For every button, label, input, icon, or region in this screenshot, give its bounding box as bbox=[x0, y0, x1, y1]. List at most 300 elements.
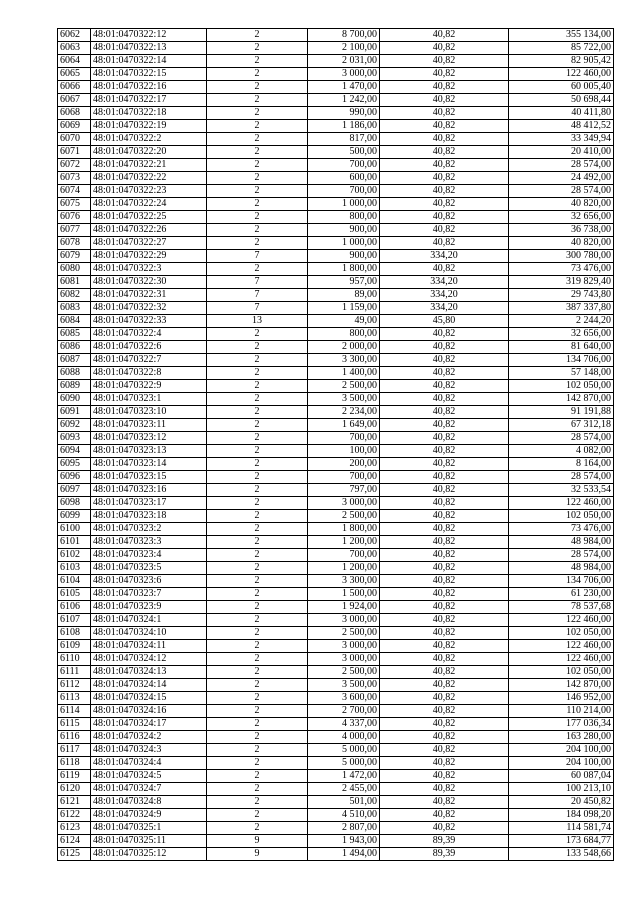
row-number-cell: 6079 bbox=[58, 250, 91, 263]
table-row bbox=[58, 393, 614, 406]
area-cell: 2 031,00 bbox=[308, 55, 380, 68]
row-number-cell: 6071 bbox=[58, 146, 91, 159]
area-cell: 4 337,00 bbox=[308, 718, 380, 731]
category-cell: 2 bbox=[207, 614, 308, 627]
category-cell: 2 bbox=[207, 237, 308, 250]
total-cell: 28 574,00 bbox=[509, 185, 614, 198]
row-number-cell: 6105 bbox=[58, 588, 91, 601]
total-cell: 114 581,74 bbox=[509, 822, 614, 835]
category-cell: 2 bbox=[207, 497, 308, 510]
category-cell: 2 bbox=[207, 42, 308, 55]
row-number-cell: 6070 bbox=[58, 133, 91, 146]
cadastral-number-cell: 48:01:0470322:12 bbox=[91, 29, 207, 42]
cadastral-number-cell: 48:01:0470322:19 bbox=[91, 120, 207, 133]
row-number-cell: 6066 bbox=[58, 81, 91, 94]
category-cell: 2 bbox=[207, 575, 308, 588]
cadastral-number-cell: 48:01:0470322:7 bbox=[91, 354, 207, 367]
area-cell: 4 000,00 bbox=[308, 731, 380, 744]
area-cell: 1 186,00 bbox=[308, 120, 380, 133]
total-cell: 163 280,00 bbox=[509, 731, 614, 744]
row-number-cell: 6077 bbox=[58, 224, 91, 237]
table-row bbox=[58, 835, 614, 848]
total-cell: 20 410,00 bbox=[509, 146, 614, 159]
rate-cell: 40,82 bbox=[380, 328, 509, 341]
rate-cell: 40,82 bbox=[380, 354, 509, 367]
table-row bbox=[58, 237, 614, 250]
table-row bbox=[58, 458, 614, 471]
total-cell: 33 349,94 bbox=[509, 133, 614, 146]
cadastral-number-cell: 48:01:0470323:1 bbox=[91, 393, 207, 406]
area-cell: 500,00 bbox=[308, 146, 380, 159]
cadastral-number-cell: 48:01:0470323:4 bbox=[91, 549, 207, 562]
row-number-cell: 6114 bbox=[58, 705, 91, 718]
category-cell: 2 bbox=[207, 692, 308, 705]
category-cell: 2 bbox=[207, 146, 308, 159]
category-cell: 2 bbox=[207, 796, 308, 809]
rate-cell: 40,82 bbox=[380, 744, 509, 757]
total-cell: 142 870,00 bbox=[509, 393, 614, 406]
table-row bbox=[58, 796, 614, 809]
table-row bbox=[58, 484, 614, 497]
category-cell: 2 bbox=[207, 627, 308, 640]
area-cell: 3 000,00 bbox=[308, 653, 380, 666]
category-cell: 2 bbox=[207, 705, 308, 718]
row-number-cell: 6068 bbox=[58, 107, 91, 120]
total-cell: 36 738,00 bbox=[509, 224, 614, 237]
area-cell: 3 300,00 bbox=[308, 575, 380, 588]
rate-cell: 40,82 bbox=[380, 627, 509, 640]
table-row bbox=[58, 575, 614, 588]
total-cell: 100 213,10 bbox=[509, 783, 614, 796]
cadastral-number-cell: 48:01:0470324:17 bbox=[91, 718, 207, 731]
area-cell: 1 159,00 bbox=[308, 302, 380, 315]
category-cell: 2 bbox=[207, 159, 308, 172]
area-cell: 3 600,00 bbox=[308, 692, 380, 705]
table-row bbox=[58, 471, 614, 484]
category-cell: 7 bbox=[207, 250, 308, 263]
category-cell: 2 bbox=[207, 718, 308, 731]
rate-cell: 40,82 bbox=[380, 263, 509, 276]
rate-cell: 40,82 bbox=[380, 42, 509, 55]
area-cell: 2 234,00 bbox=[308, 406, 380, 419]
total-cell: 355 134,00 bbox=[509, 29, 614, 42]
category-cell: 2 bbox=[207, 68, 308, 81]
cadastral-number-cell: 48:01:0470324:1 bbox=[91, 614, 207, 627]
row-number-cell: 6087 bbox=[58, 354, 91, 367]
cadastral-number-cell: 48:01:0470322:22 bbox=[91, 172, 207, 185]
category-cell: 2 bbox=[207, 458, 308, 471]
row-number-cell: 6109 bbox=[58, 640, 91, 653]
table-row bbox=[58, 224, 614, 237]
rate-cell: 40,82 bbox=[380, 692, 509, 705]
category-cell: 2 bbox=[207, 562, 308, 575]
table-row bbox=[58, 653, 614, 666]
cadastral-number-cell: 48:01:0470322:20 bbox=[91, 146, 207, 159]
rate-cell: 40,82 bbox=[380, 523, 509, 536]
total-cell: 32 656,00 bbox=[509, 328, 614, 341]
category-cell: 13 bbox=[207, 315, 308, 328]
rate-cell: 334,20 bbox=[380, 276, 509, 289]
rate-cell: 40,82 bbox=[380, 666, 509, 679]
cadastral-number-cell: 48:01:0470322:8 bbox=[91, 367, 207, 380]
category-cell: 2 bbox=[207, 757, 308, 770]
rate-cell: 40,82 bbox=[380, 562, 509, 575]
table-row bbox=[58, 744, 614, 757]
cadastral-number-cell: 48:01:0470322:25 bbox=[91, 211, 207, 224]
cadastral-number-cell: 48:01:0470324:4 bbox=[91, 757, 207, 770]
table-row bbox=[58, 328, 614, 341]
rate-cell: 40,82 bbox=[380, 679, 509, 692]
row-number-cell: 6090 bbox=[58, 393, 91, 406]
rate-cell: 40,82 bbox=[380, 146, 509, 159]
total-cell: 110 214,00 bbox=[509, 705, 614, 718]
area-cell: 3 000,00 bbox=[308, 68, 380, 81]
area-cell: 3 500,00 bbox=[308, 393, 380, 406]
total-cell: 319 829,40 bbox=[509, 276, 614, 289]
total-cell: 32 533,54 bbox=[509, 484, 614, 497]
total-cell: 48 984,00 bbox=[509, 536, 614, 549]
cadastral-number-cell: 48:01:0470322:9 bbox=[91, 380, 207, 393]
table-row bbox=[58, 29, 614, 42]
area-cell: 700,00 bbox=[308, 432, 380, 445]
cadastral-number-cell: 48:01:0470322:30 bbox=[91, 276, 207, 289]
row-number-cell: 6101 bbox=[58, 536, 91, 549]
category-cell: 2 bbox=[207, 523, 308, 536]
cadastral-number-cell: 48:01:0470323:13 bbox=[91, 445, 207, 458]
category-cell: 2 bbox=[207, 731, 308, 744]
row-number-cell: 6095 bbox=[58, 458, 91, 471]
row-number-cell: 6115 bbox=[58, 718, 91, 731]
table-row bbox=[58, 341, 614, 354]
cadastral-number-cell: 48:01:0470322:29 bbox=[91, 250, 207, 263]
area-cell: 1 472,00 bbox=[308, 770, 380, 783]
cadastral-number-cell: 48:01:0470324:12 bbox=[91, 653, 207, 666]
area-cell: 200,00 bbox=[308, 458, 380, 471]
cadastral-number-cell: 48:01:0470323:10 bbox=[91, 406, 207, 419]
cadastral-number-cell: 48:01:0470322:27 bbox=[91, 237, 207, 250]
table-row bbox=[58, 367, 614, 380]
total-cell: 28 574,00 bbox=[509, 471, 614, 484]
area-cell: 3 500,00 bbox=[308, 679, 380, 692]
rate-cell: 40,82 bbox=[380, 341, 509, 354]
row-number-cell: 6102 bbox=[58, 549, 91, 562]
area-cell: 3 000,00 bbox=[308, 614, 380, 627]
area-cell: 3 000,00 bbox=[308, 497, 380, 510]
row-number-cell: 6108 bbox=[58, 627, 91, 640]
cadastral-number-cell: 48:01:0470323:16 bbox=[91, 484, 207, 497]
rate-cell: 40,82 bbox=[380, 380, 509, 393]
table-row bbox=[58, 42, 614, 55]
category-cell: 2 bbox=[207, 211, 308, 224]
table-body bbox=[58, 29, 614, 861]
rate-cell: 40,82 bbox=[380, 198, 509, 211]
rate-cell: 40,82 bbox=[380, 55, 509, 68]
area-cell: 700,00 bbox=[308, 549, 380, 562]
row-number-cell: 6064 bbox=[58, 55, 91, 68]
category-cell: 2 bbox=[207, 328, 308, 341]
row-number-cell: 6096 bbox=[58, 471, 91, 484]
table-row bbox=[58, 783, 614, 796]
table-row bbox=[58, 380, 614, 393]
table-row bbox=[58, 107, 614, 120]
cadastral-number-cell: 48:01:0470322:23 bbox=[91, 185, 207, 198]
table-row bbox=[58, 120, 614, 133]
table-row bbox=[58, 822, 614, 835]
category-cell: 2 bbox=[207, 432, 308, 445]
category-cell: 2 bbox=[207, 640, 308, 653]
rate-cell: 40,82 bbox=[380, 120, 509, 133]
area-cell: 1 500,00 bbox=[308, 588, 380, 601]
rate-cell: 40,82 bbox=[380, 29, 509, 42]
category-cell: 2 bbox=[207, 55, 308, 68]
cadastral-number-cell: 48:01:0470322:21 bbox=[91, 159, 207, 172]
row-number-cell: 6074 bbox=[58, 185, 91, 198]
category-cell: 2 bbox=[207, 406, 308, 419]
cadastral-table bbox=[57, 28, 614, 861]
cadastral-number-cell: 48:01:0470324:2 bbox=[91, 731, 207, 744]
row-number-cell: 6083 bbox=[58, 302, 91, 315]
area-cell: 1 200,00 bbox=[308, 562, 380, 575]
total-cell: 8 164,00 bbox=[509, 458, 614, 471]
category-cell: 2 bbox=[207, 783, 308, 796]
cadastral-number-cell: 48:01:0470322:17 bbox=[91, 94, 207, 107]
row-number-cell: 6123 bbox=[58, 822, 91, 835]
row-number-cell: 6086 bbox=[58, 341, 91, 354]
table-row bbox=[58, 770, 614, 783]
cadastral-number-cell: 48:01:0470324:11 bbox=[91, 640, 207, 653]
table-row bbox=[58, 354, 614, 367]
area-cell: 1 924,00 bbox=[308, 601, 380, 614]
cadastral-number-cell: 48:01:0470322:26 bbox=[91, 224, 207, 237]
row-number-cell: 6110 bbox=[58, 653, 91, 666]
row-number-cell: 6104 bbox=[58, 575, 91, 588]
area-cell: 1 470,00 bbox=[308, 81, 380, 94]
area-cell: 900,00 bbox=[308, 250, 380, 263]
table-row bbox=[58, 731, 614, 744]
area-cell: 1 200,00 bbox=[308, 536, 380, 549]
category-cell: 2 bbox=[207, 393, 308, 406]
table-row bbox=[58, 445, 614, 458]
rate-cell: 40,82 bbox=[380, 445, 509, 458]
table-row bbox=[58, 263, 614, 276]
category-cell: 2 bbox=[207, 445, 308, 458]
cadastral-number-cell: 48:01:0470322:6 bbox=[91, 341, 207, 354]
area-cell: 1 400,00 bbox=[308, 367, 380, 380]
row-number-cell: 6098 bbox=[58, 497, 91, 510]
total-cell: 122 460,00 bbox=[509, 497, 614, 510]
cadastral-number-cell: 48:01:0470322:33 bbox=[91, 315, 207, 328]
row-number-cell: 6062 bbox=[58, 29, 91, 42]
row-number-cell: 6076 bbox=[58, 211, 91, 224]
total-cell: 81 640,00 bbox=[509, 341, 614, 354]
rate-cell: 40,82 bbox=[380, 458, 509, 471]
total-cell: 40 820,00 bbox=[509, 198, 614, 211]
cadastral-number-cell: 48:01:0470324:16 bbox=[91, 705, 207, 718]
rate-cell: 45,80 bbox=[380, 315, 509, 328]
total-cell: 122 460,00 bbox=[509, 68, 614, 81]
total-cell: 387 337,80 bbox=[509, 302, 614, 315]
total-cell: 204 100,00 bbox=[509, 757, 614, 770]
row-number-cell: 6122 bbox=[58, 809, 91, 822]
total-cell: 28 574,00 bbox=[509, 432, 614, 445]
cadastral-number-cell: 48:01:0470322:3 bbox=[91, 263, 207, 276]
area-cell: 3 300,00 bbox=[308, 354, 380, 367]
area-cell: 49,00 bbox=[308, 315, 380, 328]
total-cell: 102 050,00 bbox=[509, 510, 614, 523]
rate-cell: 40,82 bbox=[380, 588, 509, 601]
cadastral-number-cell: 48:01:0470323:14 bbox=[91, 458, 207, 471]
row-number-cell: 6125 bbox=[58, 848, 91, 861]
total-cell: 122 460,00 bbox=[509, 614, 614, 627]
rate-cell: 40,82 bbox=[380, 367, 509, 380]
rate-cell: 40,82 bbox=[380, 172, 509, 185]
category-cell: 7 bbox=[207, 302, 308, 315]
category-cell: 2 bbox=[207, 107, 308, 120]
row-number-cell: 6121 bbox=[58, 796, 91, 809]
table-row bbox=[58, 536, 614, 549]
row-number-cell: 6067 bbox=[58, 94, 91, 107]
table-row bbox=[58, 198, 614, 211]
rate-cell: 40,82 bbox=[380, 237, 509, 250]
category-cell: 2 bbox=[207, 666, 308, 679]
row-number-cell: 6099 bbox=[58, 510, 91, 523]
table-row bbox=[58, 146, 614, 159]
total-cell: 142 870,00 bbox=[509, 679, 614, 692]
rate-cell: 89,39 bbox=[380, 835, 509, 848]
category-cell: 2 bbox=[207, 29, 308, 42]
cadastral-number-cell: 48:01:0470324:5 bbox=[91, 770, 207, 783]
category-cell: 2 bbox=[207, 770, 308, 783]
rate-cell: 40,82 bbox=[380, 549, 509, 562]
rate-cell: 40,82 bbox=[380, 393, 509, 406]
table-row bbox=[58, 185, 614, 198]
row-number-cell: 6091 bbox=[58, 406, 91, 419]
table-row bbox=[58, 289, 614, 302]
cadastral-number-cell: 48:01:0470323:11 bbox=[91, 419, 207, 432]
rate-cell: 40,82 bbox=[380, 185, 509, 198]
area-cell: 700,00 bbox=[308, 159, 380, 172]
cadastral-number-cell: 48:01:0470322:14 bbox=[91, 55, 207, 68]
total-cell: 122 460,00 bbox=[509, 653, 614, 666]
total-cell: 134 706,00 bbox=[509, 575, 614, 588]
area-cell: 2 500,00 bbox=[308, 510, 380, 523]
total-cell: 122 460,00 bbox=[509, 640, 614, 653]
category-cell: 2 bbox=[207, 380, 308, 393]
total-cell: 2 244,20 bbox=[509, 315, 614, 328]
table-row bbox=[58, 692, 614, 705]
rate-cell: 40,82 bbox=[380, 497, 509, 510]
category-cell: 2 bbox=[207, 341, 308, 354]
table-row bbox=[58, 614, 614, 627]
table-row bbox=[58, 523, 614, 536]
area-cell: 2 500,00 bbox=[308, 666, 380, 679]
area-cell: 990,00 bbox=[308, 107, 380, 120]
cadastral-number-cell: 48:01:0470324:13 bbox=[91, 666, 207, 679]
table-row bbox=[58, 133, 614, 146]
row-number-cell: 6113 bbox=[58, 692, 91, 705]
cadastral-number-cell: 48:01:0470322:18 bbox=[91, 107, 207, 120]
area-cell: 501,00 bbox=[308, 796, 380, 809]
category-cell: 2 bbox=[207, 484, 308, 497]
area-cell: 700,00 bbox=[308, 185, 380, 198]
total-cell: 177 036,34 bbox=[509, 718, 614, 731]
table-row bbox=[58, 302, 614, 315]
rate-cell: 40,82 bbox=[380, 224, 509, 237]
total-cell: 32 656,00 bbox=[509, 211, 614, 224]
row-number-cell: 6100 bbox=[58, 523, 91, 536]
cadastral-number-cell: 48:01:0470324:9 bbox=[91, 809, 207, 822]
rate-cell: 40,82 bbox=[380, 471, 509, 484]
cadastral-number-cell: 48:01:0470324:14 bbox=[91, 679, 207, 692]
rate-cell: 40,82 bbox=[380, 757, 509, 770]
category-cell: 7 bbox=[207, 276, 308, 289]
table-row bbox=[58, 68, 614, 81]
area-cell: 5 000,00 bbox=[308, 757, 380, 770]
rate-cell: 40,82 bbox=[380, 133, 509, 146]
category-cell: 2 bbox=[207, 601, 308, 614]
category-cell: 2 bbox=[207, 822, 308, 835]
row-number-cell: 6093 bbox=[58, 432, 91, 445]
total-cell: 61 230,00 bbox=[509, 588, 614, 601]
table-row bbox=[58, 549, 614, 562]
cadastral-number-cell: 48:01:0470323:7 bbox=[91, 588, 207, 601]
table-row bbox=[58, 276, 614, 289]
total-cell: 20 450,82 bbox=[509, 796, 614, 809]
table-row bbox=[58, 705, 614, 718]
area-cell: 2 500,00 bbox=[308, 627, 380, 640]
category-cell: 2 bbox=[207, 549, 308, 562]
row-number-cell: 6120 bbox=[58, 783, 91, 796]
table-row bbox=[58, 757, 614, 770]
category-cell: 2 bbox=[207, 653, 308, 666]
category-cell: 9 bbox=[207, 835, 308, 848]
cadastral-number-cell: 48:01:0470323:9 bbox=[91, 601, 207, 614]
row-number-cell: 6081 bbox=[58, 276, 91, 289]
cadastral-number-cell: 48:01:0470322:32 bbox=[91, 302, 207, 315]
rate-cell: 40,82 bbox=[380, 796, 509, 809]
rate-cell: 40,82 bbox=[380, 419, 509, 432]
area-cell: 2 500,00 bbox=[308, 380, 380, 393]
total-cell: 57 148,00 bbox=[509, 367, 614, 380]
category-cell: 2 bbox=[207, 81, 308, 94]
rate-cell: 40,82 bbox=[380, 770, 509, 783]
category-cell: 2 bbox=[207, 354, 308, 367]
area-cell: 1 800,00 bbox=[308, 523, 380, 536]
rate-cell: 40,82 bbox=[380, 68, 509, 81]
rate-cell: 40,82 bbox=[380, 731, 509, 744]
category-cell: 2 bbox=[207, 536, 308, 549]
cadastral-number-cell: 48:01:0470325:11 bbox=[91, 835, 207, 848]
total-cell: 134 706,00 bbox=[509, 354, 614, 367]
rate-cell: 40,82 bbox=[380, 718, 509, 731]
table-row bbox=[58, 211, 614, 224]
total-cell: 102 050,00 bbox=[509, 627, 614, 640]
table-row bbox=[58, 666, 614, 679]
category-cell: 2 bbox=[207, 224, 308, 237]
row-number-cell: 6082 bbox=[58, 289, 91, 302]
table-row bbox=[58, 588, 614, 601]
total-cell: 173 684,77 bbox=[509, 835, 614, 848]
rate-cell: 40,82 bbox=[380, 705, 509, 718]
rate-cell: 40,82 bbox=[380, 783, 509, 796]
total-cell: 48 984,00 bbox=[509, 562, 614, 575]
rate-cell: 40,82 bbox=[380, 510, 509, 523]
area-cell: 1 800,00 bbox=[308, 263, 380, 276]
cadastral-number-cell: 48:01:0470323:5 bbox=[91, 562, 207, 575]
table-row bbox=[58, 172, 614, 185]
area-cell: 1 000,00 bbox=[308, 237, 380, 250]
cadastral-number-cell: 48:01:0470322:4 bbox=[91, 328, 207, 341]
